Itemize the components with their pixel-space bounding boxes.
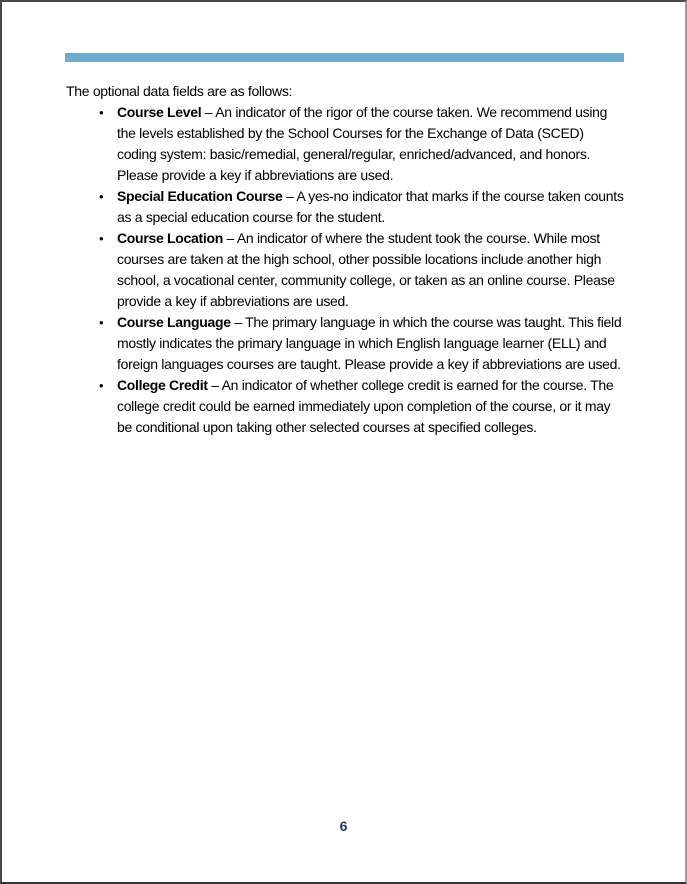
page-content <box>66 81 624 438</box>
list-item <box>66 312 624 375</box>
list-item <box>66 228 624 312</box>
field-term: College Credit <box>117 377 208 393</box>
field-description: – An indicator of whether college credit is earned for the course. The college credit could be earned immediately upon completion of the course, or it may be conditional upon taking other selected courses at specified colleges. <box>117 377 614 435</box>
bullet-icon: • <box>99 378 104 393</box>
field-term: Course Location <box>117 230 223 246</box>
bullet-icon: • <box>99 105 104 120</box>
header-accent-bar <box>65 53 624 62</box>
field-description: – A yes-no indicator that marks if the course taken counts as a special education course for the student. <box>117 188 624 225</box>
bullet-icon: • <box>99 231 104 246</box>
field-term: Course Language <box>117 314 231 330</box>
bullet-list <box>66 102 624 438</box>
page-footer <box>2 816 685 837</box>
page-number: 6 <box>339 818 348 834</box>
field-term: Course Level <box>117 104 202 120</box>
field-description: – An indicator of where the student took the course. While most courses are taken at the high school, other possible locations include another high school, a vocational center, community college, or taken as an online course. Please provide a key if abbreviations are used. <box>117 230 615 309</box>
intro-paragraph: The optional data fields are as follows: <box>66 83 293 99</box>
bullet-icon: • <box>99 315 104 330</box>
field-term: Special Education Course <box>117 188 283 204</box>
field-description: – An indicator of the rigor of the course taken. We recommend using the levels established by the School Courses for the Exchange of Data (SCED) coding system: basic/remedial, general/regular, enriched/advanced, and honors. Please provide a key if abbreviations are used. <box>117 104 608 183</box>
bullet-icon: • <box>99 189 104 204</box>
list-item <box>66 375 624 438</box>
field-description: – The primary language in which the course was taught. This field mostly indicates the primary language in which English language learner (ELL) and foreign languages courses are taught. Please provide a key if abbreviations are used. <box>117 314 622 372</box>
list-item <box>66 102 624 186</box>
list-item <box>66 186 624 228</box>
